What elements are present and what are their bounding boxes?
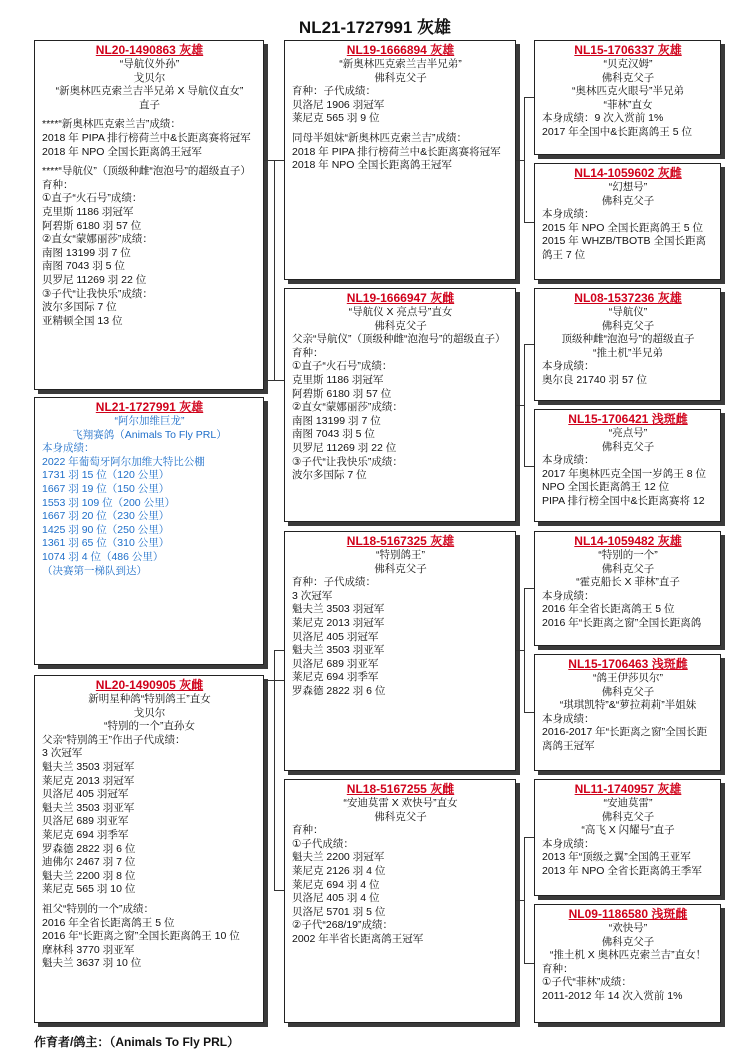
ring-number: NL14-1059602 灰雌 <box>574 166 682 180</box>
card-line: PIPA 排行榜全国中&长距离赛将 12 <box>542 494 705 507</box>
ring-number: NL21-1727991 灰雄 <box>95 400 204 414</box>
card-line: 佛科克父子 <box>601 935 655 948</box>
card-line: 贝罗尼 11269 羽 22 位 <box>42 273 147 286</box>
card-line: 迪佛尔 2467 羽 7 位 <box>42 856 136 869</box>
connector <box>264 380 274 381</box>
dam-sire-sire-card <box>534 531 721 646</box>
card-line: 贝洛尼 405 羽冠军 <box>42 788 129 801</box>
card-line: 2015 年 NPO 全国长距离鸽王 5 位 <box>542 221 704 234</box>
card-line: 贝罗尼 11269 羽 22 位 <box>292 441 397 454</box>
card-line: 阿碧斯 6180 羽 57 位 <box>42 219 142 232</box>
card-line: 魁夫兰 2200 羽 8 位 <box>42 869 136 882</box>
card-line: “亮点号” <box>608 427 648 439</box>
page-title: NL21-1727991 灰雄 <box>298 18 452 37</box>
card-line: 阿碧斯 6180 羽 57 位 <box>292 387 392 400</box>
card-line: 父亲“特别鸽王”作出子代成绩： <box>42 733 186 746</box>
card-line: 本身成绩： <box>542 589 595 602</box>
card-line: 1731 羽 15 位（120 公里） <box>42 469 170 482</box>
card-line: 本身成绩： <box>542 454 595 467</box>
card-line: 育种：子代成绩： <box>292 85 376 98</box>
connector <box>524 837 525 963</box>
card-line: 罗森德 2822 羽 6 位 <box>292 684 386 697</box>
card-line: 佛科克父子 <box>601 562 655 575</box>
card-line: “高飞 X 闪耀号”直子 <box>581 824 675 837</box>
card-line: 莱尼克 694 羽季军 <box>292 671 379 684</box>
card-line: 直子 <box>139 98 160 111</box>
connector <box>524 588 525 712</box>
card-line: 2015 年 WHZB/TBOTB 全国长距离鸽王 7 位 <box>542 235 706 261</box>
card-line: 贝洛尼 5701 羽 5 位 <box>292 905 386 918</box>
card-line: 奥尔良 21740 羽 57 位 <box>542 373 648 386</box>
card-line: 亚精顿全国 13 位 <box>42 314 123 327</box>
card-line: 2013 年 NPO 全省长距离鸽王季军 <box>542 864 702 877</box>
sire-sire-dam-card <box>534 163 721 280</box>
sire-sire-sire-card <box>534 40 721 155</box>
card-line: 2016 年“长距离之窗”全国长距离鸽王 10 位 <box>42 930 240 943</box>
card-line: 3 次冠军 <box>292 589 333 602</box>
card-line: 摩林科 3770 羽亚军 <box>42 943 135 956</box>
card-line: “特别鸽王” <box>376 549 425 561</box>
card-line: ①子代成绩： <box>292 837 354 850</box>
card-line: 佛科克父子 <box>601 194 655 207</box>
card-line: 2016 年全省长距离鸽王 5 位 <box>542 603 675 616</box>
dam-card <box>34 675 264 1023</box>
card-line: 佛科克父子 <box>601 810 655 823</box>
connector <box>516 900 524 901</box>
sire-dam-card <box>284 288 516 522</box>
connector <box>524 837 534 838</box>
card-line: 魁夫兰 3503 羽亚军 <box>42 801 135 814</box>
card-line: “导航仪” <box>608 306 648 318</box>
card-line: 2022 年葡萄牙阿尔加维大特比公棚 <box>42 455 205 468</box>
card-line: “贝克汉姆” <box>603 58 653 70</box>
card-line: 克里斯 1186 羽冠军 <box>42 205 134 218</box>
dam-dam-card <box>284 779 516 1023</box>
card-line: 贝洛尼 689 羽亚军 <box>292 657 379 670</box>
card-line: 莱尼克 2126 羽 4 位 <box>292 864 386 877</box>
card-line: 2002 年半省长距离鸽王冠军 <box>292 932 424 945</box>
card-line: “导航仪外孙” <box>119 58 180 70</box>
card-line: 波尔多国际 7 位 <box>292 469 367 482</box>
card-line: 莱尼克 2013 羽冠军 <box>42 774 135 787</box>
card-line: 祖父“特别的一个”成绩： <box>42 902 154 915</box>
connector <box>524 97 525 222</box>
card-line: 本身成绩： <box>542 360 595 373</box>
card-line: ②直女“蒙娜丽莎”成绩： <box>292 401 403 414</box>
card-line: ②直女“蒙娜丽莎”成绩： <box>42 233 153 246</box>
connector <box>274 650 275 890</box>
card-line: ①子代“菲林”成绩： <box>542 976 632 989</box>
card-line: ③子代“让我快乐”成绩： <box>42 287 153 300</box>
connector <box>274 160 275 380</box>
dam-dam-sire-card <box>534 779 721 896</box>
card-line: 2017 年全国中&长距离鸽王 5 位 <box>542 125 692 138</box>
card-line: 1553 羽 109 位（200 公里） <box>42 496 176 509</box>
card-line: 本身成绩： <box>42 442 95 455</box>
card-line: 莱尼克 2013 羽冠军 <box>292 616 385 629</box>
card-line: 佛科克父子 <box>374 71 427 84</box>
card-line: 2018 年 PIPA 排行榜荷兰中&长距离赛将冠军 <box>292 145 501 158</box>
card-line: ①直子“火石号”成绩： <box>292 360 393 373</box>
card-line: “导航仪 X 亮点号”直女 <box>348 306 453 318</box>
card-line: 波尔多国际 7 位 <box>42 301 117 314</box>
card-line: 佛科克父子 <box>601 319 655 332</box>
ring-number: NL14-1059482 灰雄 <box>574 534 682 548</box>
card-line: 2017 年奥林匹克全国一岁鸽王 8 位 <box>542 467 706 480</box>
card-line: 佛科克父子 <box>374 810 427 823</box>
card-line: NPO 全国长距离鸽王 12 位 <box>542 481 670 494</box>
card-line: 2016 年全省长距离鸽王 5 位 <box>42 916 175 929</box>
card-line: 魁夫兰 2200 羽冠军 <box>292 851 385 864</box>
card-line: 贝洛尼 405 羽 4 位 <box>292 892 380 905</box>
card-line: “菲林”直女 <box>603 98 653 111</box>
card-line: 罗森德 2822 羽 6 位 <box>42 842 136 855</box>
card-line: ③子代“让我快乐”成绩： <box>292 455 403 468</box>
card-line: 贝洛尼 689 羽亚军 <box>42 815 129 828</box>
card-line: 莱尼克 565 羽 9 位 <box>292 112 380 125</box>
card-line: 2018 年 NPO 全国长距离鸽王冠军 <box>42 145 202 158</box>
card-line: ①直子“火石号”成绩： <box>42 192 143 205</box>
ring-number: NL15-1706463 浅斑雌 <box>568 657 688 671</box>
card-line: ****“导航仪”（顶级种雌“泡泡号”的超级直子） <box>42 165 251 178</box>
ring-number: NL18-5167255 灰雌 <box>346 782 455 796</box>
card-line: 顶级种雌“泡泡号”的超级直子 <box>561 333 695 346</box>
sire-card <box>34 40 264 390</box>
card-line: 佛科克父子 <box>601 71 655 84</box>
ring-number: NL19-1666947 灰雌 <box>346 291 455 305</box>
card-line: 魁夫兰 3637 羽 10 位 <box>42 957 142 970</box>
card-line: 佛科克父子 <box>601 440 655 453</box>
ring-number: NL08-1537236 灰雄 <box>574 291 682 305</box>
card-line: 育种： <box>292 824 324 837</box>
card-line: 1667 羽 20 位（230 公里） <box>42 510 170 523</box>
card-line: 佛科克父子 <box>601 685 655 698</box>
sire-sire-card <box>284 40 516 280</box>
card-line: “霍克船长 X 菲林”直子 <box>576 576 680 589</box>
dam-dam-dam-card <box>534 904 721 1023</box>
card-line: 飞翔赛鸽（Animals To Fly PRL） <box>72 428 227 441</box>
card-line: 克里斯 1186 羽冠军 <box>292 373 384 386</box>
card-line: 1425 羽 90 位（250 公里） <box>42 523 170 536</box>
ring-number: NL20-1490905 灰雌 <box>95 678 204 692</box>
card-line: 本身成绩：9 次入赏前 1% <box>542 112 664 125</box>
card-line: 1667 羽 19 位（150 公里） <box>42 482 170 495</box>
card-line: “新奥林匹克索兰吉半兄弟” <box>339 58 462 70</box>
connector <box>274 650 284 651</box>
connector <box>524 97 534 98</box>
card-line: 3 次冠军 <box>42 747 83 760</box>
card-line: 本身成绩： <box>542 208 595 221</box>
card-line: 莱尼克 694 羽 4 位 <box>292 878 380 891</box>
ring-number: NL20-1490863 灰雄 <box>95 43 204 57</box>
card-line: 魁夫兰 3503 羽冠军 <box>42 760 135 773</box>
card-line: 同母半姐妹“新奥林匹克索兰吉”成绩： <box>292 131 467 144</box>
card-line: 魁夫兰 3503 羽冠军 <box>292 603 385 616</box>
card-line: 莱尼克 565 羽 10 位 <box>42 883 136 896</box>
card-line: 育种： <box>42 178 74 191</box>
card-line: 戈贝尔 <box>133 71 166 84</box>
card-line: “幻想号” <box>608 181 648 193</box>
card-line: “安迪莫雷” <box>603 797 653 809</box>
connector <box>274 380 284 381</box>
ring-number: NL15-1706421 浅斑雌 <box>568 412 688 426</box>
card-line: 莱尼克 694 羽季军 <box>42 828 129 841</box>
connector <box>524 466 534 467</box>
breeder-footer: 作育者/鸽主：（Animals To Fly PRL） <box>34 1035 240 1049</box>
connector <box>274 890 284 891</box>
card-line: 本身成绩： <box>542 712 595 725</box>
connector <box>524 344 525 466</box>
card-line: 1074 羽 4 位（486 公里） <box>42 550 164 563</box>
card-line: 父亲“导航仪”（顶级种雌“泡泡号”的超级直子） <box>292 333 506 346</box>
card-line: 贝洛尼 405 羽冠军 <box>292 630 379 643</box>
card-line: “安迪莫雷 X 欢快号”直女 <box>343 797 458 809</box>
card-line: ②子代“268/19”成绩： <box>292 919 394 932</box>
card-line: 贝洛尼 1906 羽冠军 <box>292 98 385 111</box>
connector <box>524 712 534 713</box>
card-line: 本身成绩： <box>542 837 595 850</box>
connector <box>516 160 524 161</box>
card-line: “鸽王伊莎贝尔” <box>593 672 663 684</box>
dam-sire-dam-card <box>534 654 721 771</box>
card-line: 佛科克父子 <box>374 319 427 332</box>
connector <box>524 344 534 345</box>
card-line: 2016 年“长距离之窗”全国长距离鸽 <box>542 616 702 629</box>
card-line: 育种： <box>542 962 574 975</box>
card-line: 戈贝尔 <box>133 706 166 719</box>
card-line: 佛科克父子 <box>374 562 427 575</box>
card-line: 魁夫兰 3503 羽亚军 <box>292 644 385 657</box>
card-line: 1361 羽 65 位（310 公里） <box>42 537 170 550</box>
card-line: “琪琪凯特”&“萝拉莉莉”半姐妹 <box>559 699 697 712</box>
connector <box>516 405 524 406</box>
card-line: 2018 年 NPO 全国长距离鸽王冠军 <box>292 159 452 172</box>
card-line: 育种： <box>292 346 324 359</box>
card-line: 2016-2017 年“长距离之窗”全国长距离鸽王冠军 <box>542 726 708 752</box>
connector <box>524 588 534 589</box>
ring-number: NL15-1706337 灰雄 <box>574 43 682 57</box>
card-line: “阿尔加维巨龙” <box>114 415 185 427</box>
sire-dam-dam-card <box>534 409 721 522</box>
ring-number: NL19-1666894 灰雄 <box>346 43 455 57</box>
card-line: 育种：子代成绩： <box>292 576 376 589</box>
sire-dam-sire-card <box>534 288 721 401</box>
card-line: 南图 7043 羽 5 位 <box>42 260 125 273</box>
card-line: 2011-2012 年 14 次入赏前 1% <box>542 989 683 1002</box>
card-line: “特别的一个”直孙女 <box>104 720 195 733</box>
card-line: 2013 年“顶级之翼”全国鸽王亚军 <box>542 851 691 864</box>
card-line: “推土机”半兄弟 <box>593 346 663 359</box>
subject-card <box>34 397 264 665</box>
card-line: 2018 年 PIPA 排行榜荷兰中&长距离赛将冠军 <box>42 131 251 144</box>
card-line: ****“新奥林匹克索兰吉”成绩： <box>42 118 181 131</box>
ring-number: NL11-1740957 灰雄 <box>574 782 682 796</box>
card-line: 南图 13199 羽 7 位 <box>42 246 131 259</box>
dam-sire-card <box>284 531 516 771</box>
connector <box>516 650 524 651</box>
card-line: 新明星种鸽“特别鸽王”直女 <box>88 693 211 705</box>
card-line: （决赛第一梯队到达） <box>42 564 147 577</box>
card-line: “新奥林匹克索兰吉半兄弟 X 导航仪直女” <box>55 85 244 98</box>
card-line: 南图 7043 羽 5 位 <box>292 428 375 441</box>
card-line: “特别的一个” <box>598 549 658 561</box>
card-line: “奥林匹克火眼号”半兄弟 <box>572 85 684 98</box>
card-line: “欢快号” <box>608 922 648 934</box>
ring-number: NL09-1186580 浅斑雌 <box>568 907 688 921</box>
connector <box>524 222 534 223</box>
connector <box>524 963 534 964</box>
card-line: 南图 13199 羽 7 位 <box>292 414 381 427</box>
card-line: “推土机 X 奥林匹克索兰吉”直女！ <box>549 949 707 962</box>
ring-number: NL18-5167325 灰雄 <box>346 534 455 548</box>
